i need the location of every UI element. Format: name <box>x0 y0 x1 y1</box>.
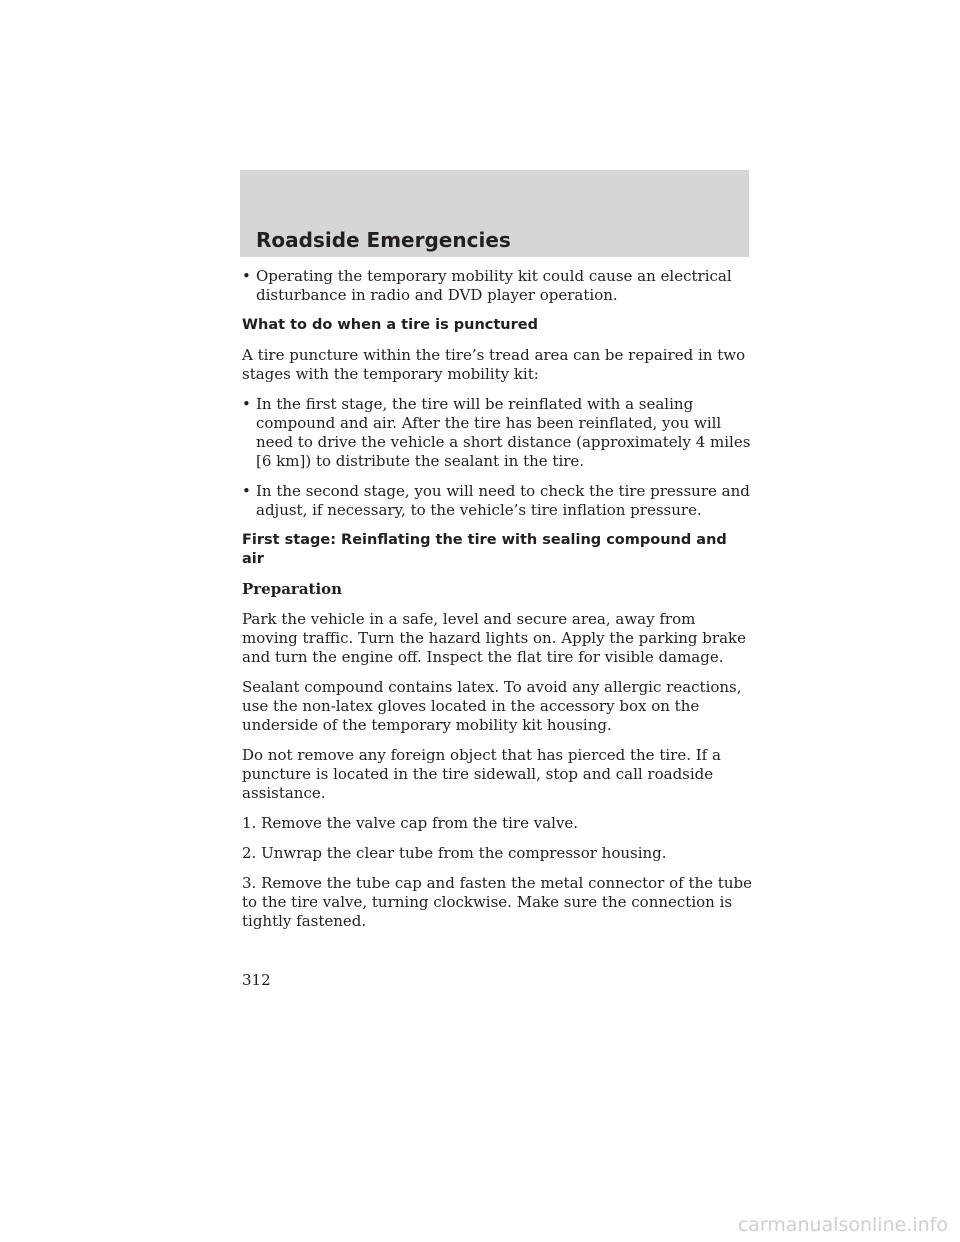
paragraph: Park the vehicle in a safe, level and secure area, away from moving traffic. Turn the hazard lights on. Apply the parking brake and turn the engine off. Inspect the flat tire for visible damage. <box>242 610 746 666</box>
page-number: 312 <box>242 971 271 989</box>
bullet-icon: • <box>242 395 251 413</box>
bullet-text: In the second stage, you will need to check the tire pressure and adjust, if necessary, to the vehicle’s tire inflation pressure. <box>256 482 750 519</box>
section-heading-punctured: What to do when a tire is punctured <box>242 317 538 333</box>
bullet-item <box>242 395 752 471</box>
bullet-text: In the first stage, the tire will be reinflated with a sealing compound and air. After the tire has been reinflated, you will need to drive the vehicle a short distance (approximately 4 miles [6 km]) to distribute the sealant in the tire. <box>256 395 751 470</box>
bullet-item <box>242 267 752 305</box>
section-heading-first-stage: First stage: Reinflating the tire with sealing compound and air <box>242 532 727 567</box>
section-title: Roadside Emergencies <box>256 228 511 252</box>
paragraph: Sealant compound contains latex. To avoid any allergic reactions, use the non-latex gloves located in the accessory box on the underside of the temporary mobility kit housing. <box>242 678 742 734</box>
bullet-icon: • <box>242 482 251 500</box>
bullet-item <box>242 482 752 520</box>
paragraph: A tire puncture within the tire’s tread area can be repaired in two stages with the temporary mobility kit: <box>242 346 746 383</box>
bullet-text: Operating the temporary mobility kit could cause an electrical disturbance in radio and DVD player operation. <box>256 267 732 304</box>
bullet-icon: • <box>242 267 251 285</box>
page-content <box>242 267 752 942</box>
step-item: 1. Remove the valve cap from the tire valve. <box>242 814 579 832</box>
subheading-preparation: Preparation <box>242 580 343 598</box>
step-item: 2. Unwrap the clear tube from the compressor housing. <box>242 844 667 862</box>
step-item: 3. Remove the tube cap and fasten the metal connector of the tube to the tire valve, turning clockwise. Make sure the connection is tightly fastened. <box>242 874 752 930</box>
paragraph: Do not remove any foreign object that has pierced the tire. If a puncture is located in the tire sidewall, stop and call roadside assistance. <box>242 746 721 802</box>
watermark: carmanualsonline.info <box>737 1214 948 1236</box>
